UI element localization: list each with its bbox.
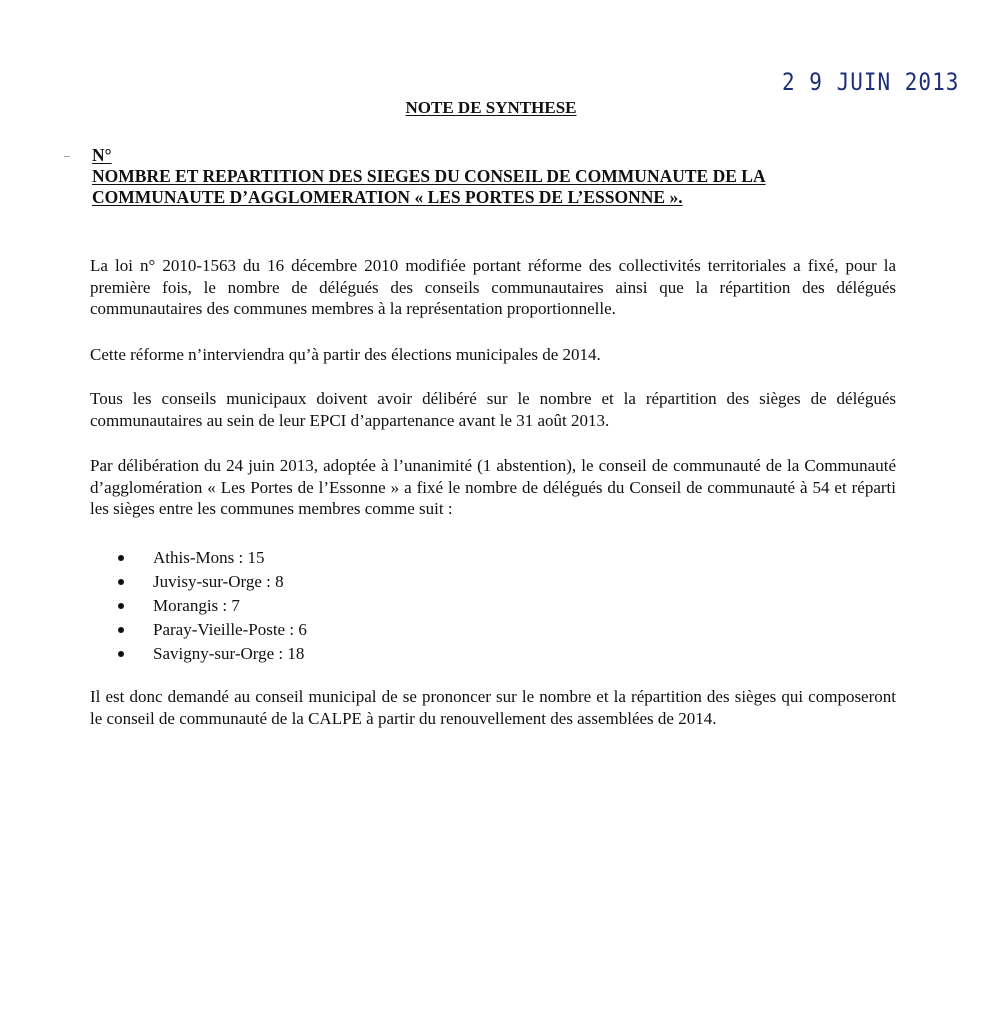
bullet-icon xyxy=(118,651,124,657)
list-item xyxy=(118,594,307,618)
margin-mark xyxy=(64,156,70,157)
paragraph-reform-date: Cette réforme n’interviendra qu’à partir des élections municipales de 2014. xyxy=(90,345,601,364)
subject-heading xyxy=(92,145,912,208)
date-stamp: 2 9 JUIN 2013 xyxy=(782,68,960,96)
heading-line-1: NOMBRE ET REPARTITION DES SIEGES DU CONSEIL DE COMMUNAUTE DE LA xyxy=(92,166,766,186)
list-item-text: Juvisy-sur-Orge : 8 xyxy=(153,572,284,591)
list-item xyxy=(118,546,307,570)
seat-distribution-list xyxy=(118,546,307,666)
bullet-icon xyxy=(118,555,124,561)
list-item xyxy=(118,570,307,594)
list-item xyxy=(118,618,307,642)
heading-line-2: COMMUNAUTE D’AGGLOMERATION « LES PORTES DE L’ESSONNE ». xyxy=(92,187,683,207)
paragraph-law-reference: La loi n° 2010-1563 du 16 décembre 2010 modifiée portant réforme des collectivités territoriales a fixé, pour la première fois, le nombre de délégués des conseils communautaires ainsi que la répartition des délégués communautaires des communes membres à la représentation proportionnelle. xyxy=(90,256,896,318)
list-item xyxy=(118,642,307,666)
paragraph-deliberation: Par délibération du 24 juin 2013, adoptée à l’unanimité (1 abstention), le conseil de communauté de la Communauté d’agglomération « Les Portes de l’Essonne » a fixé le nombre de délégués du Conseil de communauté à 54 et réparti les sièges entre les communes membres comme suit : xyxy=(90,456,896,518)
bullet-icon xyxy=(118,579,124,585)
list-item-text: Athis-Mons : 15 xyxy=(153,548,265,567)
bullet-icon xyxy=(118,603,124,609)
document-title: NOTE DE SYNTHESE xyxy=(405,98,577,117)
paragraph-request: Il est donc demandé au conseil municipal de se prononcer sur le nombre et la répartition des sièges qui composeront le conseil de communauté de la CALPE à partir du renouvellement des assemblées de 2014. xyxy=(90,687,896,728)
paragraph-deadline: Tous les conseils municipaux doivent avoir délibéré sur le nombre et la répartition des sièges de délégués communautaires au sein de leur EPCI d’appartenance avant le 31 août 2013. xyxy=(90,389,896,430)
list-item-text: Morangis : 7 xyxy=(153,596,240,615)
list-item-text: Savigny-sur-Orge : 18 xyxy=(153,644,305,663)
list-item-text: Paray-Vieille-Poste : 6 xyxy=(153,620,307,639)
heading-number: N° xyxy=(92,145,112,165)
bullet-icon xyxy=(118,627,124,633)
